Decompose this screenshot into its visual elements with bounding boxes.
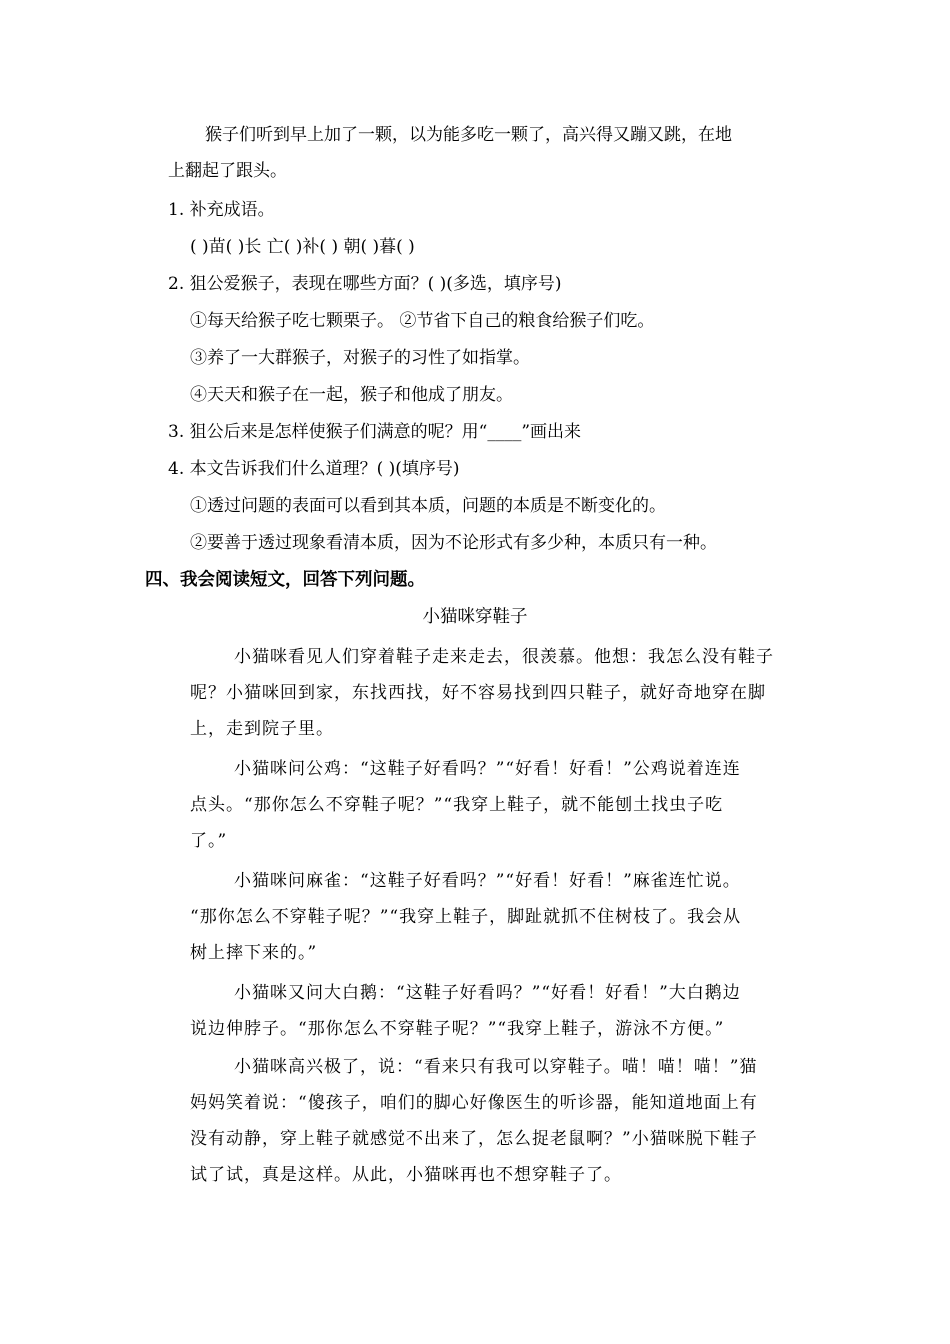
story-line: 没有动静，穿上鞋子就感觉不出来了，怎么捉老鼠啊？”小猫咪脱下鞋子 [190, 1129, 758, 1149]
question-2-option: ③养了一大群猴子，对猴子的习性了如指掌。 [190, 348, 530, 368]
question-1: 1. 补充成语。 [168, 200, 275, 220]
question-3: 3. 狙公后来是怎样使猴子们满意的呢？用“____”画出来 [168, 422, 582, 442]
question-2-option: ①每天给猴子吃七颗栗子。 ②节省下自己的粮食给猴子们吃。 [190, 311, 655, 331]
story-line: 小猫咪问麻雀：“这鞋子好看吗？”“好看！好看！”麻雀连忙说。 [234, 871, 741, 891]
question-4-option: ①透过问题的表面可以看到其本质，问题的本质是不断变化的。 [190, 496, 666, 516]
section-heading: 四、我会阅读短文，回答下列问题。 [145, 570, 425, 590]
story-line: 说边伸脖子。“那你怎么不穿鞋子呢？”“我穿上鞋子，游泳不方便。” [190, 1019, 725, 1039]
question-4-option: ②要善于透过现象看清本质，因为不论形式有多少种，本质只有一种。 [190, 533, 717, 553]
story-line: 上，走到院子里。 [190, 719, 334, 739]
question-2: 2. 狙公爱猴子，表现在哪些方面？( )(多选，填序号) [168, 274, 562, 294]
story-line: 小猫咪问公鸡：“这鞋子好看吗？”“好看！好看！”公鸡说着连连 [234, 759, 741, 779]
passage-line: 猴子们听到早上加了一颗，以为能多吃一颗了，高兴得又蹦又跳，在地 [205, 125, 732, 145]
story-line: 呢？小猫咪回到家，东找西找，好不容易找到四只鞋子，就好奇地穿在脚 [190, 683, 766, 703]
story-line: “那你怎么不穿鞋子呢？”“我穿上鞋子，脚趾就抓不住树枝了。我会从 [190, 907, 742, 927]
story-line: 妈妈笑着说：“傻孩子，咱们的脚心好像医生的听诊器，能知道地面上有 [190, 1093, 758, 1113]
story-title: 小猫咪穿鞋子 [422, 607, 528, 627]
story-line: 树上摔下来的。” [190, 943, 318, 963]
story-line: 了。” [190, 831, 228, 851]
story-line: 试了试，真是这样。从此，小猫咪再也不想穿鞋子了。 [190, 1165, 622, 1185]
question-4: 4. 本文告诉我们什么道理？( )(填序号) [168, 459, 460, 479]
story-line: 点头。“那你怎么不穿鞋子呢？”“我穿上鞋子，就不能刨土找虫子吃 [190, 795, 724, 815]
story-line: 小猫咪高兴极了，说：“看来只有我可以穿鞋子。喵！喵！喵！”猫 [234, 1057, 758, 1077]
story-line: 小猫咪看见人们穿着鞋子走来走去，很羡慕。他想：我怎么没有鞋子 [234, 647, 774, 667]
idiom-blanks: ( )苗( )长 亡( )补( ) 朝( )暮( ) [190, 237, 415, 257]
passage-line: 上翻起了跟头。 [168, 161, 287, 181]
question-2-option: ④天天和猴子在一起，猴子和他成了朋友。 [190, 385, 513, 405]
story-line: 小猫咪又问大白鹅：“这鞋子好看吗？”“好看！好看！”大白鹅边 [234, 983, 741, 1003]
